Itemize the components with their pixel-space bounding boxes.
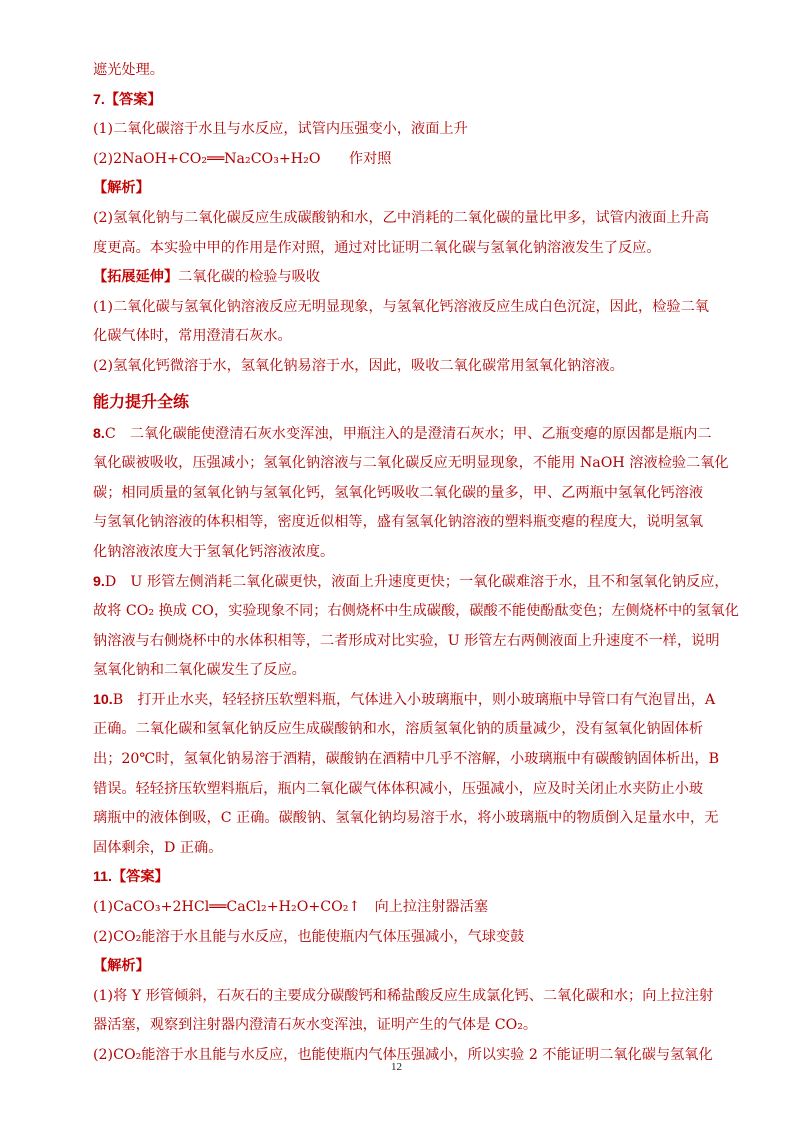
text-line: 遮光处理。: [93, 62, 164, 78]
text-span: D U 形管左侧消耗二氧化碳更快，液面上升速度更快；一氧化碳难溶于水，且不和氢氧化钠反应，: [104, 573, 729, 590]
answer-label: 【答案】: [111, 869, 169, 886]
text-line: 化钠溶液浓度大于氢氧化钙溶液浓度。: [93, 543, 335, 560]
text-line: 钠溶液与右侧烧杯中的水体积相等，二者形成对比实验，U 形管左右两侧液面上升速度不一样，说明: [93, 632, 720, 649]
section-title: 能力提升全练: [93, 391, 190, 411]
question-number: 7.: [93, 91, 105, 108]
answer-label: 【答案】: [104, 91, 162, 108]
text-line: (2)氢氧化钠与二氧化碳反应生成碳酸钠和水，乙中消耗的二氧化碳的量比甲多，试管内液面上升高: [93, 209, 709, 226]
question-number: 8.: [93, 425, 105, 442]
text-line: (1)将 Y 形管倾斜，石灰石的主要成分碳酸钙和稀盐酸反应生成氯化钙、二氧化碳和水；向上拉注射: [93, 987, 714, 1004]
text-span: C 二氧化碳能使澄清石灰水变浑浊，甲瓶注入的是澄清石灰水；甲、乙瓶变瘪的原因都是瓶内二: [104, 425, 712, 442]
question-number: 11.: [93, 869, 112, 886]
text-line: 错误。轻轻挤压软塑料瓶后，瓶内二氧化碳气体体积减小，压强减小，应及时关闭止水夹防止小玻: [93, 780, 704, 797]
text-line: 氧化碳被吸收，压强减小；氢氧化钠溶液与二氧化碳反应无明显现象，不能用 NaOH 溶液检验二氧化: [93, 455, 729, 472]
analysis-label: 【解析】: [93, 180, 150, 197]
text-line: 故将 CO₂ 换成 CO，实验现象不同；右侧烧杯中生成碳酸，碳酸不能使酚酞变色；左侧烧杯中的氢氧化: [93, 603, 739, 620]
answer-content: [93, 56, 739, 1071]
text-line: 碳；相同质量的氢氧化钠与氢氧化钙，氢氧化钙吸收二氧化碳的量多，甲、乙两瓶中氢氧化钙溶液: [93, 484, 704, 501]
q8-line: [93, 420, 713, 450]
text-line: (1)二氧化碳与氢氧化钠溶液反应无明显现象，与氢氧化钙溶液反应生成白色沉淀，因此，检验二氧: [93, 298, 709, 315]
text-line: 固体剩余，D 正确。: [93, 839, 223, 856]
text-line: (2)CO₂能溶于水且能与水反应，也能使瓶内气体压强减小，气球变鼓: [93, 928, 525, 945]
text-line: (2)氢氧化钙微溶于水，氢氧化钠易溶于水，因此，吸收二氧化碳常用氢氧化钠溶液。: [93, 357, 624, 374]
equation-line: (2)2NaOH+CO₂══Na₂CO₃+H₂O 作对照: [93, 150, 392, 167]
q10-line: [93, 686, 716, 716]
text-line: (1)二氧化碳溶于水且与水反应，试管内压强变小，液面上升: [93, 121, 468, 138]
text-line: 与氢氧化钠溶液的体积相等，密度近似相等，盛有氢氧化钠溶液的塑料瓶变瘪的程度大，说明氢氧: [93, 514, 704, 531]
text-line: 化碳气体时，常用澄清石灰水。: [93, 328, 292, 345]
text-line: 度更高。本实验中甲的作用是作对照，通过对比证明二氧化碳与氢氧化钠溶液发生了反应。: [93, 239, 661, 256]
text-line: (2)CO₂能溶于水且能与水反应，也能使瓶内气体压强减小，所以实验 2 不能证明二氧化碳与氢氧化: [93, 1047, 713, 1063]
page-number: 12: [391, 1061, 402, 1073]
extension-heading: [93, 263, 713, 293]
question-number: 9.: [93, 573, 105, 590]
text-line: 璃瓶中的液体倒吸，C 正确。碳酸钠、氢氧化钠均易溶于水，将小玻璃瓶中的物质倒入足量水中，无: [93, 810, 719, 827]
text-line: 出；20℃时，氢氧化钠易溶于酒精，碳酸钠在酒精中几乎不溶解，小玻璃瓶中有碳酸钠固体析出，B: [93, 751, 720, 768]
extension-title: 二氧化碳的检验与吸收: [178, 269, 321, 286]
equation-line: (1)CaCO₃+2HCl══CaCl₂+H₂O+CO₂↑ 向上拉注射器活塞: [93, 899, 488, 916]
analysis-label: 【解析】: [93, 958, 150, 975]
text-line: 器活塞，观察到注射器内澄清石灰水变浑浊，证明产生的气体是 CO₂。: [93, 1017, 538, 1034]
text-line: 正确。二氧化碳和氢氧化钠反应生成碳酸钠和水，溶质氢氧化钠的质量减少，没有氢氧化钠固体析: [93, 721, 704, 738]
extension-label: 【拓展延伸】: [93, 269, 179, 286]
q9-line: [93, 568, 729, 598]
q7-answer-heading: [93, 86, 713, 116]
text-line: 氢氧化钠和二氧化碳发生了反应。: [93, 662, 306, 679]
q11-answer-heading: [93, 863, 713, 893]
question-number: 10.: [93, 691, 113, 708]
text-span: B 打开止水夹，轻轻挤压软塑料瓶，气体进入小玻璃瓶中，则小玻璃瓶中导管口有气泡冒出，A: [112, 691, 716, 708]
